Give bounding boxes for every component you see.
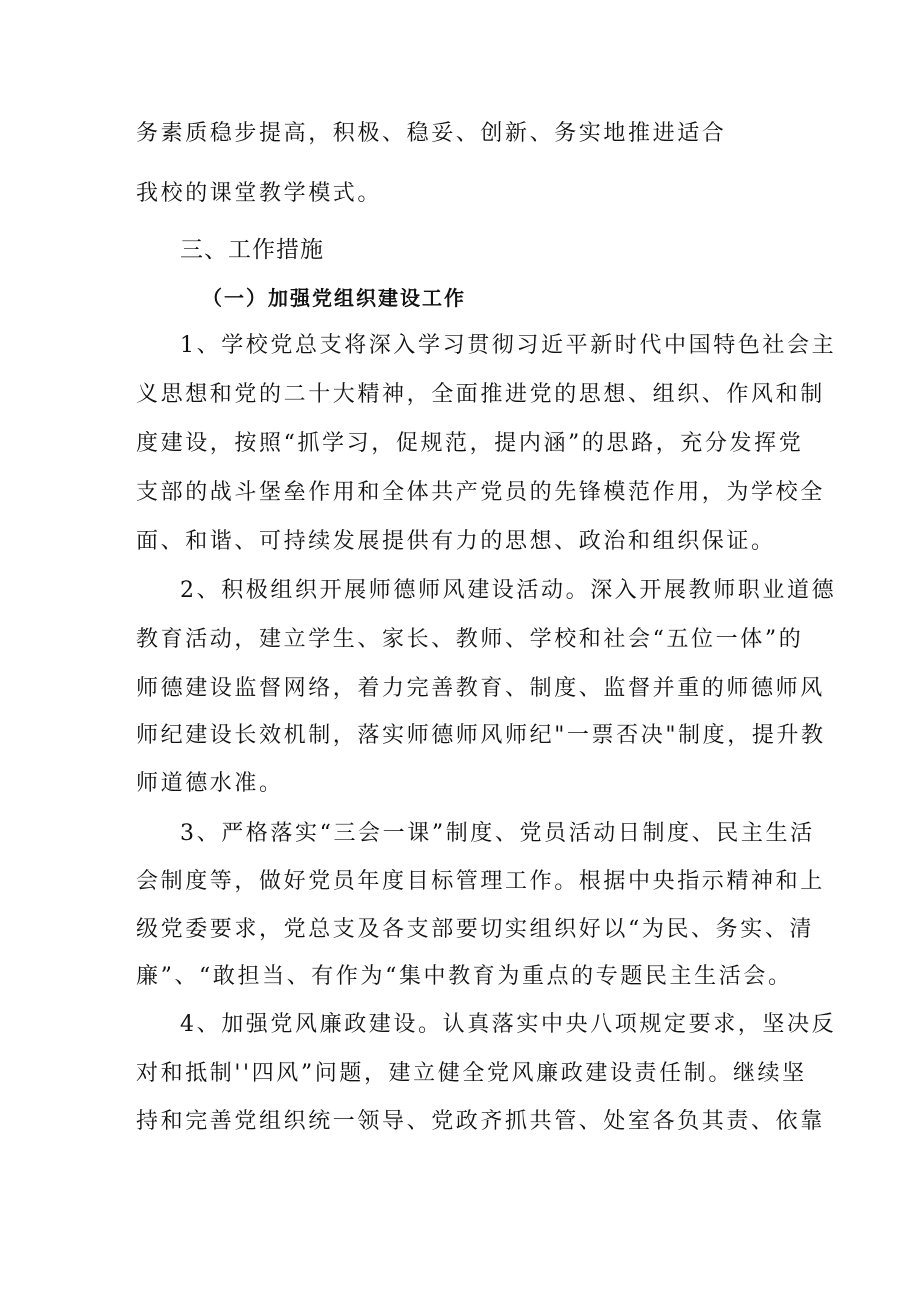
paragraph-1-line: 面、和谐、可持续发展提供有力的思想、政治和组织保证。 <box>136 529 776 554</box>
paragraph-1-line: 支部的战斗堡垒作用和全体共产党员的先锋模范作用，为学校全 <box>136 480 825 505</box>
paragraph-4-line: 持和完善党组织统一领导、党政齐抓共管、处室各负其责、依靠 <box>136 1109 825 1134</box>
paragraph-2-line: 师纪建设长效机制，落实师德师风师纪"一票否决"制度，提升教 <box>136 723 826 748</box>
paragraph-4-line: 4、加强党风廉政建设。认真落实中央八项规定要求，坚决反 <box>180 1012 837 1037</box>
paragraph-3-line: 3、严格落实“三会一课”制度、党员活动日制度、民主生活 <box>180 821 815 846</box>
text-line: 务素质稳步提高，积极、稳妥、创新、务实地推进适合 <box>136 121 727 146</box>
paragraph-1-line: 1、学校党总支将深入学习贯彻习近平新时代中国特色社会主 <box>180 333 837 358</box>
paragraph-1-line: 义思想和党的二十大精神，全面推进党的思想、组织、作风和制 <box>136 382 825 407</box>
subsection-title: （一）加强党组织建设工作 <box>202 286 466 310</box>
paragraph-2-line: 教育活动，建立学生、家长、教师、学校和社会“五位一体”的 <box>136 627 804 652</box>
paragraph-3-line: 廉”、“敢担当、有作为“集中教育为重点的专题民主生活会。 <box>136 964 793 989</box>
text-line: 我校的课堂教学模式。 <box>136 181 383 206</box>
paragraph-1-line: 度建设，按照“抓学习，促规范，提内涵”的思路，充分发挥党 <box>136 431 804 456</box>
paragraph-2-line: 2、积极组织开展师德师风建设活动。深入开展教师职业道德 <box>180 578 837 603</box>
paragraph-3-line: 会制度等，做好党员年度目标管理工作。根据中央指示精神和上 <box>136 869 825 894</box>
paragraph-4-line: 对和抵制''四风”问题，建立健全党风廉政建设责任制。继续坚 <box>136 1061 807 1086</box>
paragraph-3-line: 级党委要求，党总支及各支部要切实组织好以“为民、务实、清 <box>136 917 815 942</box>
section-title: 三、工作措施 <box>180 237 324 263</box>
paragraph-2-line: 师道德水准。 <box>136 771 284 796</box>
paragraph-2-line: 师德建设监督网络，着力完善教育、制度、监督并重的师德师风 <box>136 676 825 701</box>
